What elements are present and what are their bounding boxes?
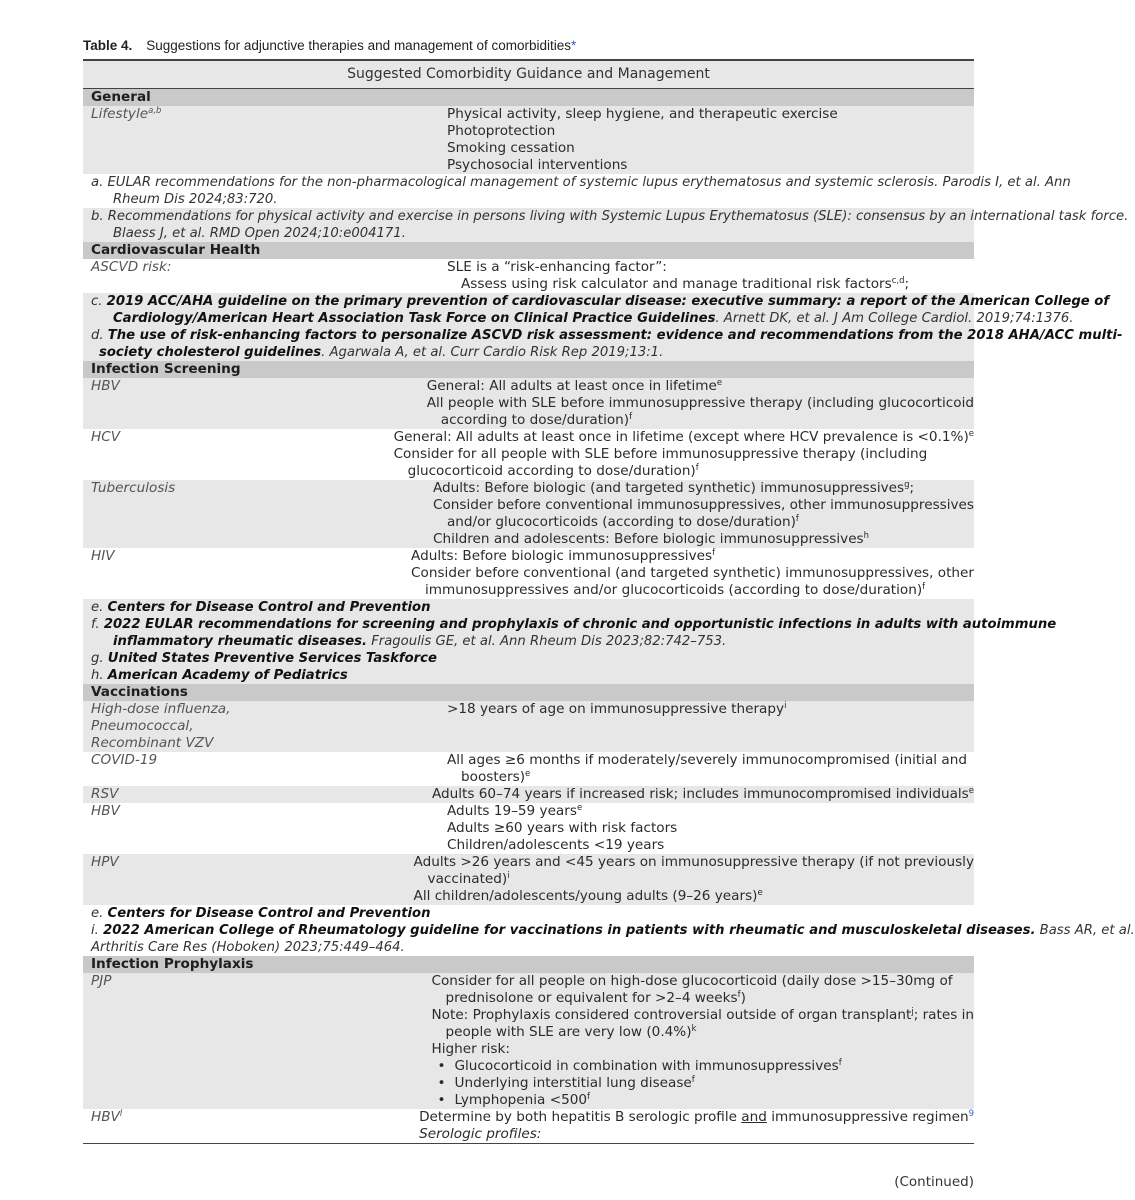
row-label: PJP xyxy=(91,973,112,989)
table-bottom-rule xyxy=(83,1143,974,1144)
row-label: HBV$^l$ xyxy=(91,1109,123,1125)
reference-link[interactable]: 9 xyxy=(968,1109,974,1119)
row-label: HBV xyxy=(91,803,120,819)
row-content: Consider for all people on high-dose glucocorticoid (daily dose >15–30mg of prednisolone or equivalent for >2–4 weeks$^f$) Note: Prophylaxis considered controversial outside of organ transplant$^j$; rates in people with SLE are very low $(0.4\%)^k$ Higher risk: • Glucocorticoid in combination with immunosuppressives$^f$ • Underlying interstitial lung disease$^f$ • Lymphopenia $<500^f$ xyxy=(431,973,974,1108)
section-infection-prophylaxis: Infection Prophylaxis xyxy=(83,956,974,973)
row-label: RSV xyxy=(91,786,119,802)
row-content: General: All adults at least once in lifetime (except where HCV prevalence is <0.1%)$^e$ Consider for all people with SLE before immunosuppressive therapy (including glucocorticoid according to dose/duration)$^f$ xyxy=(393,429,974,479)
table-row xyxy=(83,854,974,905)
table-header: Suggested Comorbidity Guidance and Management xyxy=(83,59,974,89)
row-content: Adults: Before biologic immunosuppressives$^f$ Consider before conventional (and targeted synthetic) immunosuppressives, other immunosuppressives and/or glucocorticoids (according to dose/duration)$^f$ xyxy=(411,548,974,598)
list-item: • Lymphopenia $<500^f$ xyxy=(437,1092,591,1108)
reference-e-i: e. Centers for Disease Control and Prevention i. 2022 American College of Rheumatology guideline for vaccinations in patients with rheumatic and musculoskeletal diseases. Bass AR, et al. Arthritis Care Res (Hoboken) 2023;75:449–464. xyxy=(91,906,1135,955)
row-label: Lifestyle$^{a,b}$ xyxy=(91,106,162,122)
reference-e-h: e. Centers for Disease Control and Prevention f. 2022 EULAR recommendations for screening and prophylaxis of chronic and opportunistic infections in adults with autoimmune inflammatory rheumatic diseases. Fragoulis GE, et al. Ann Rheum Dis 2023;82:742–753. g. United States Preventive Services Taskforce h. American Academy of Pediatrics xyxy=(83,599,974,684)
table-row xyxy=(83,701,974,752)
reference-c-d: c. 2019 ACC/AHA guideline on the primary prevention of cardiovascular disease: executive summary: a report of the American College of Cardiology/American Heart Association Task Force on Clinical Practice Guidelines. Arnett DK, et al. J Am College Cardiol. 2019;74:1376. d. The use of risk-enhancing factors to personalize ASCVD risk assessment: evidence and recommendations from the 2018 AHA/ACC multi- society cholesterol guidelines. Agarwala A, et al. Curr Cardio Risk Rep 2019;13:1. xyxy=(83,293,974,361)
table-row xyxy=(83,106,974,174)
row-label: HIV xyxy=(91,548,115,564)
section-cardiovascular: Cardiovascular Health xyxy=(83,242,974,259)
row-content: SLE is a “risk-enhancing factor”: Assess using risk calculator and manage traditional risk factors$^{c,d}$; xyxy=(447,259,910,292)
table-caption: Suggestions for adjunctive therapies and management of comorbidities xyxy=(146,38,572,53)
table-row xyxy=(83,752,974,786)
continued-label: (Continued) xyxy=(894,1174,974,1190)
table-row xyxy=(83,259,974,293)
row-content: Physical activity, sleep hygiene, and therapeutic exercise Photoprotection Smoking cessation Psychosocial interventions xyxy=(447,106,838,173)
row-content: >18 years of age on immunosuppressive therapy$^i$ xyxy=(447,701,787,717)
table-row xyxy=(83,803,974,854)
row-content: Determine by both hepatitis B serologic profile and immunosuppressive regimen$^9$ Serologic profiles: xyxy=(419,1109,974,1142)
row-label: HCV xyxy=(91,429,121,445)
table-row xyxy=(83,429,974,480)
table-row xyxy=(83,548,974,599)
row-label: COVID-19 xyxy=(91,752,158,768)
row-content: Adults 19–59 years$^e$ Adults ≥60 years with risk factors Children/adolescents <19 years xyxy=(447,803,678,853)
list-item: • Glucocorticoid in combination with immunosuppressives$^f$ xyxy=(437,1058,842,1074)
reference-a: a. EULAR recommendations for the non-pharmacological management of systemic lupus erythematosus and systemic sclerosis. Parodis I, et al. Ann Rheum Dis 2024;83:720. xyxy=(91,175,1071,207)
row-label: High-dose influenza, Pneumococcal, Recombinant VZV xyxy=(91,701,231,751)
table-row xyxy=(83,1109,974,1143)
section-general: General xyxy=(83,89,974,106)
section-infection-screening: Infection Screening xyxy=(83,361,974,378)
row-content: Adults >26 years and <45 years on immunosuppressive therapy (if not previously vaccinated)$^i$ All children/adolescents/young adults (9–26 years)$^e$ xyxy=(413,854,974,904)
list-item: • Underlying interstitial lung disease$^f$ xyxy=(437,1075,695,1091)
row-content: All ages ≥6 months if moderately/severely immunocompromised (initial and boosters)$^e$ xyxy=(447,752,967,785)
table-title xyxy=(83,38,576,53)
row-label: HBV xyxy=(91,378,120,394)
row-content: Adults 60–74 years if increased risk; includes immunocompromised individuals$^e$ xyxy=(431,786,974,802)
row-content: General: All adults at least once in lifetime$^e$ All people with SLE before immunosuppressive therapy (including glucocorticoid according to dose/duration)$^f$ xyxy=(426,378,974,428)
section-vaccinations: Vaccinations xyxy=(83,684,974,701)
table-row xyxy=(83,480,974,548)
table-number: Table 4. xyxy=(83,38,133,53)
comorbidity-table xyxy=(83,59,1135,1144)
table-row xyxy=(83,973,974,1109)
row-content: Adults: Before biologic (and targeted synthetic) immunosuppressives$^g$; Consider before conventional immunosuppressives, other immunosuppressives and/or glucocorticoids (according to dose/duration)$^f$ Children and adolescents: Before biologic immunosuppressives$^h$ xyxy=(432,480,974,547)
table-row xyxy=(83,786,974,803)
row-label: HPV xyxy=(91,854,119,870)
reference-b: b. Recommendations for physical activity and exercise in persons living with Systemic Lupus Erythematosus (SLE): consensus by an international task force. Blaess J, et al. RMD Open 2024;10:e004171. xyxy=(83,208,974,242)
row-label: ASCVD risk: xyxy=(91,259,172,275)
row-label: Tuberculosis xyxy=(91,480,176,496)
table-row xyxy=(83,378,974,429)
footnote-marker[interactable]: * xyxy=(571,38,577,53)
